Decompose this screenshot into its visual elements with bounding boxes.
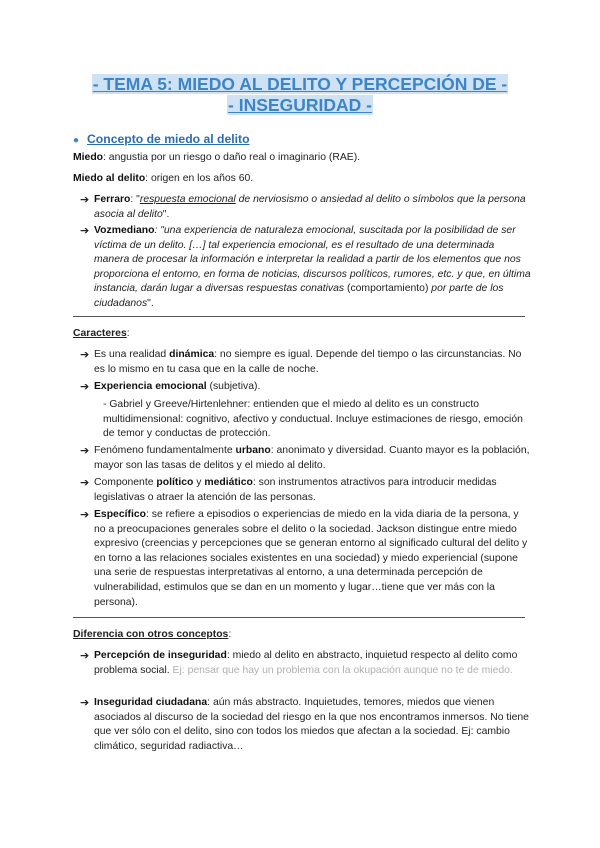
definition-miedo-al-delito: Miedo al delito: origen en los años 60. xyxy=(73,173,254,184)
caracter-item-emocional: ➔ Experiencia emocional (subjetiva). xyxy=(80,381,261,393)
page-title-line-1: - TEMA 5: MIEDO AL DELITO Y PERCEPCIÓN DE - xyxy=(92,74,508,94)
section-heading-caracteres: Caracteres: xyxy=(73,328,130,339)
section-heading-diferencia: Diferencia con otros conceptos: xyxy=(73,629,232,640)
arrow-icon: ➔ xyxy=(80,349,90,361)
arrow-icon: ➔ xyxy=(80,650,90,662)
author-vozmediano: ➔ Vozmediano: "una experiencia de naturaleza emocional, suscitada por la posibilidad de ser víctima de un delito. […] tal experiencia emocional, es el resultado de una determinada manera de procesar la información e interpretar la realidad a partir de los elementos que nos proporciona el entorno, en forma de noticias, discursos políticos, rumores, etc. y que, en última instancia, darán lugar a diversas respuestas conativas (comportamiento) por parte de los ciudadanos". xyxy=(80,225,531,309)
arrow-icon: ➔ xyxy=(80,697,90,709)
bullet-icon: ● xyxy=(73,135,80,146)
divider xyxy=(73,316,525,317)
caracter-subitem-gabriel: - Gabriel y Greeve/Hirtenlehner: entienden que el miedo al delito es un constructo multidimensional: cognitivo, afectivo y conductual. Incluye estimaciones de riesgo, emoción de temor y conductas de protección. xyxy=(103,399,523,440)
diferencia-item-percepcion: ➔ Percepción de inseguridad: miedo al delito en abstracto, inquietud respecto al delito como problema social. Ej: pensar que hay un problema con la okupación aunque no te de miedo. xyxy=(80,650,518,676)
arrow-icon: ➔ xyxy=(80,477,90,489)
definition-miedo: Miedo: angustia por un riesgo o daño real o imaginario (RAE). xyxy=(73,152,361,163)
arrow-icon: ➔ xyxy=(80,194,90,206)
caracter-item-urbano: ➔ Fenómeno fundamentalmente urbano: anonimato y diversidad. Cuanto mayor es la población, mayor son las tasas de delitos y el miedo al delito. xyxy=(80,445,530,471)
diferencia-item-inseguridad: ➔ Inseguridad ciudadana: aún más abstracto. Inquietudes, temores, miedos que vienen asociados al discurso de la sociedad del riesgo en la que nos encontramos inmersos. No tiene que ver sólo con el delito, sino con todos los miedos que afectan a la sociedad. Ej: cambio climático, seguridad radiactiva… xyxy=(80,697,529,752)
caracter-item-politico: ➔ Componente político y mediático: son instrumentos atractivos para introducir medidas legislativas o atraer la atención de las personas. xyxy=(80,477,497,503)
arrow-icon: ➔ xyxy=(80,445,90,457)
page-title-line-2: - INSEGURIDAD - xyxy=(228,95,372,115)
arrow-icon: ➔ xyxy=(80,509,90,521)
divider xyxy=(73,617,525,618)
author-ferraro: ➔ Ferraro: "respuesta emocional de nerviosismo o ansiedad al delito o símbolos que la persona asocia al delito". xyxy=(80,194,526,220)
caracter-item-especifico: ➔ Específico: se refiere a episodios o experiencias de miedo en la vida diaria de la persona, y no a preocupaciones generales sobre el delito o la sociedad. Jackson distingue entre miedo expresivo (creencias y percepciones que se generan entorno al significado cultural del delito y en torno a las relaciones sociales existentes en una sociedad) y miedo experiencial (supone una serie de respuestas interpretativas al entorno, a una determinada percepción de vulnerabilidad, estimulos que se dan en un momento y lugar…tiene que ver más con la persona). xyxy=(80,509,528,608)
arrow-icon: ➔ xyxy=(80,225,90,237)
arrow-icon: ➔ xyxy=(80,381,90,393)
concept-heading: ● Concepto de miedo al delito xyxy=(73,132,250,149)
caracter-item-dinamica: ➔ Es una realidad dinámica: no siempre es igual. Depende del tiempo o las circunstancias. No es lo mismo en tu casa que en la calle de noche. xyxy=(80,349,522,375)
